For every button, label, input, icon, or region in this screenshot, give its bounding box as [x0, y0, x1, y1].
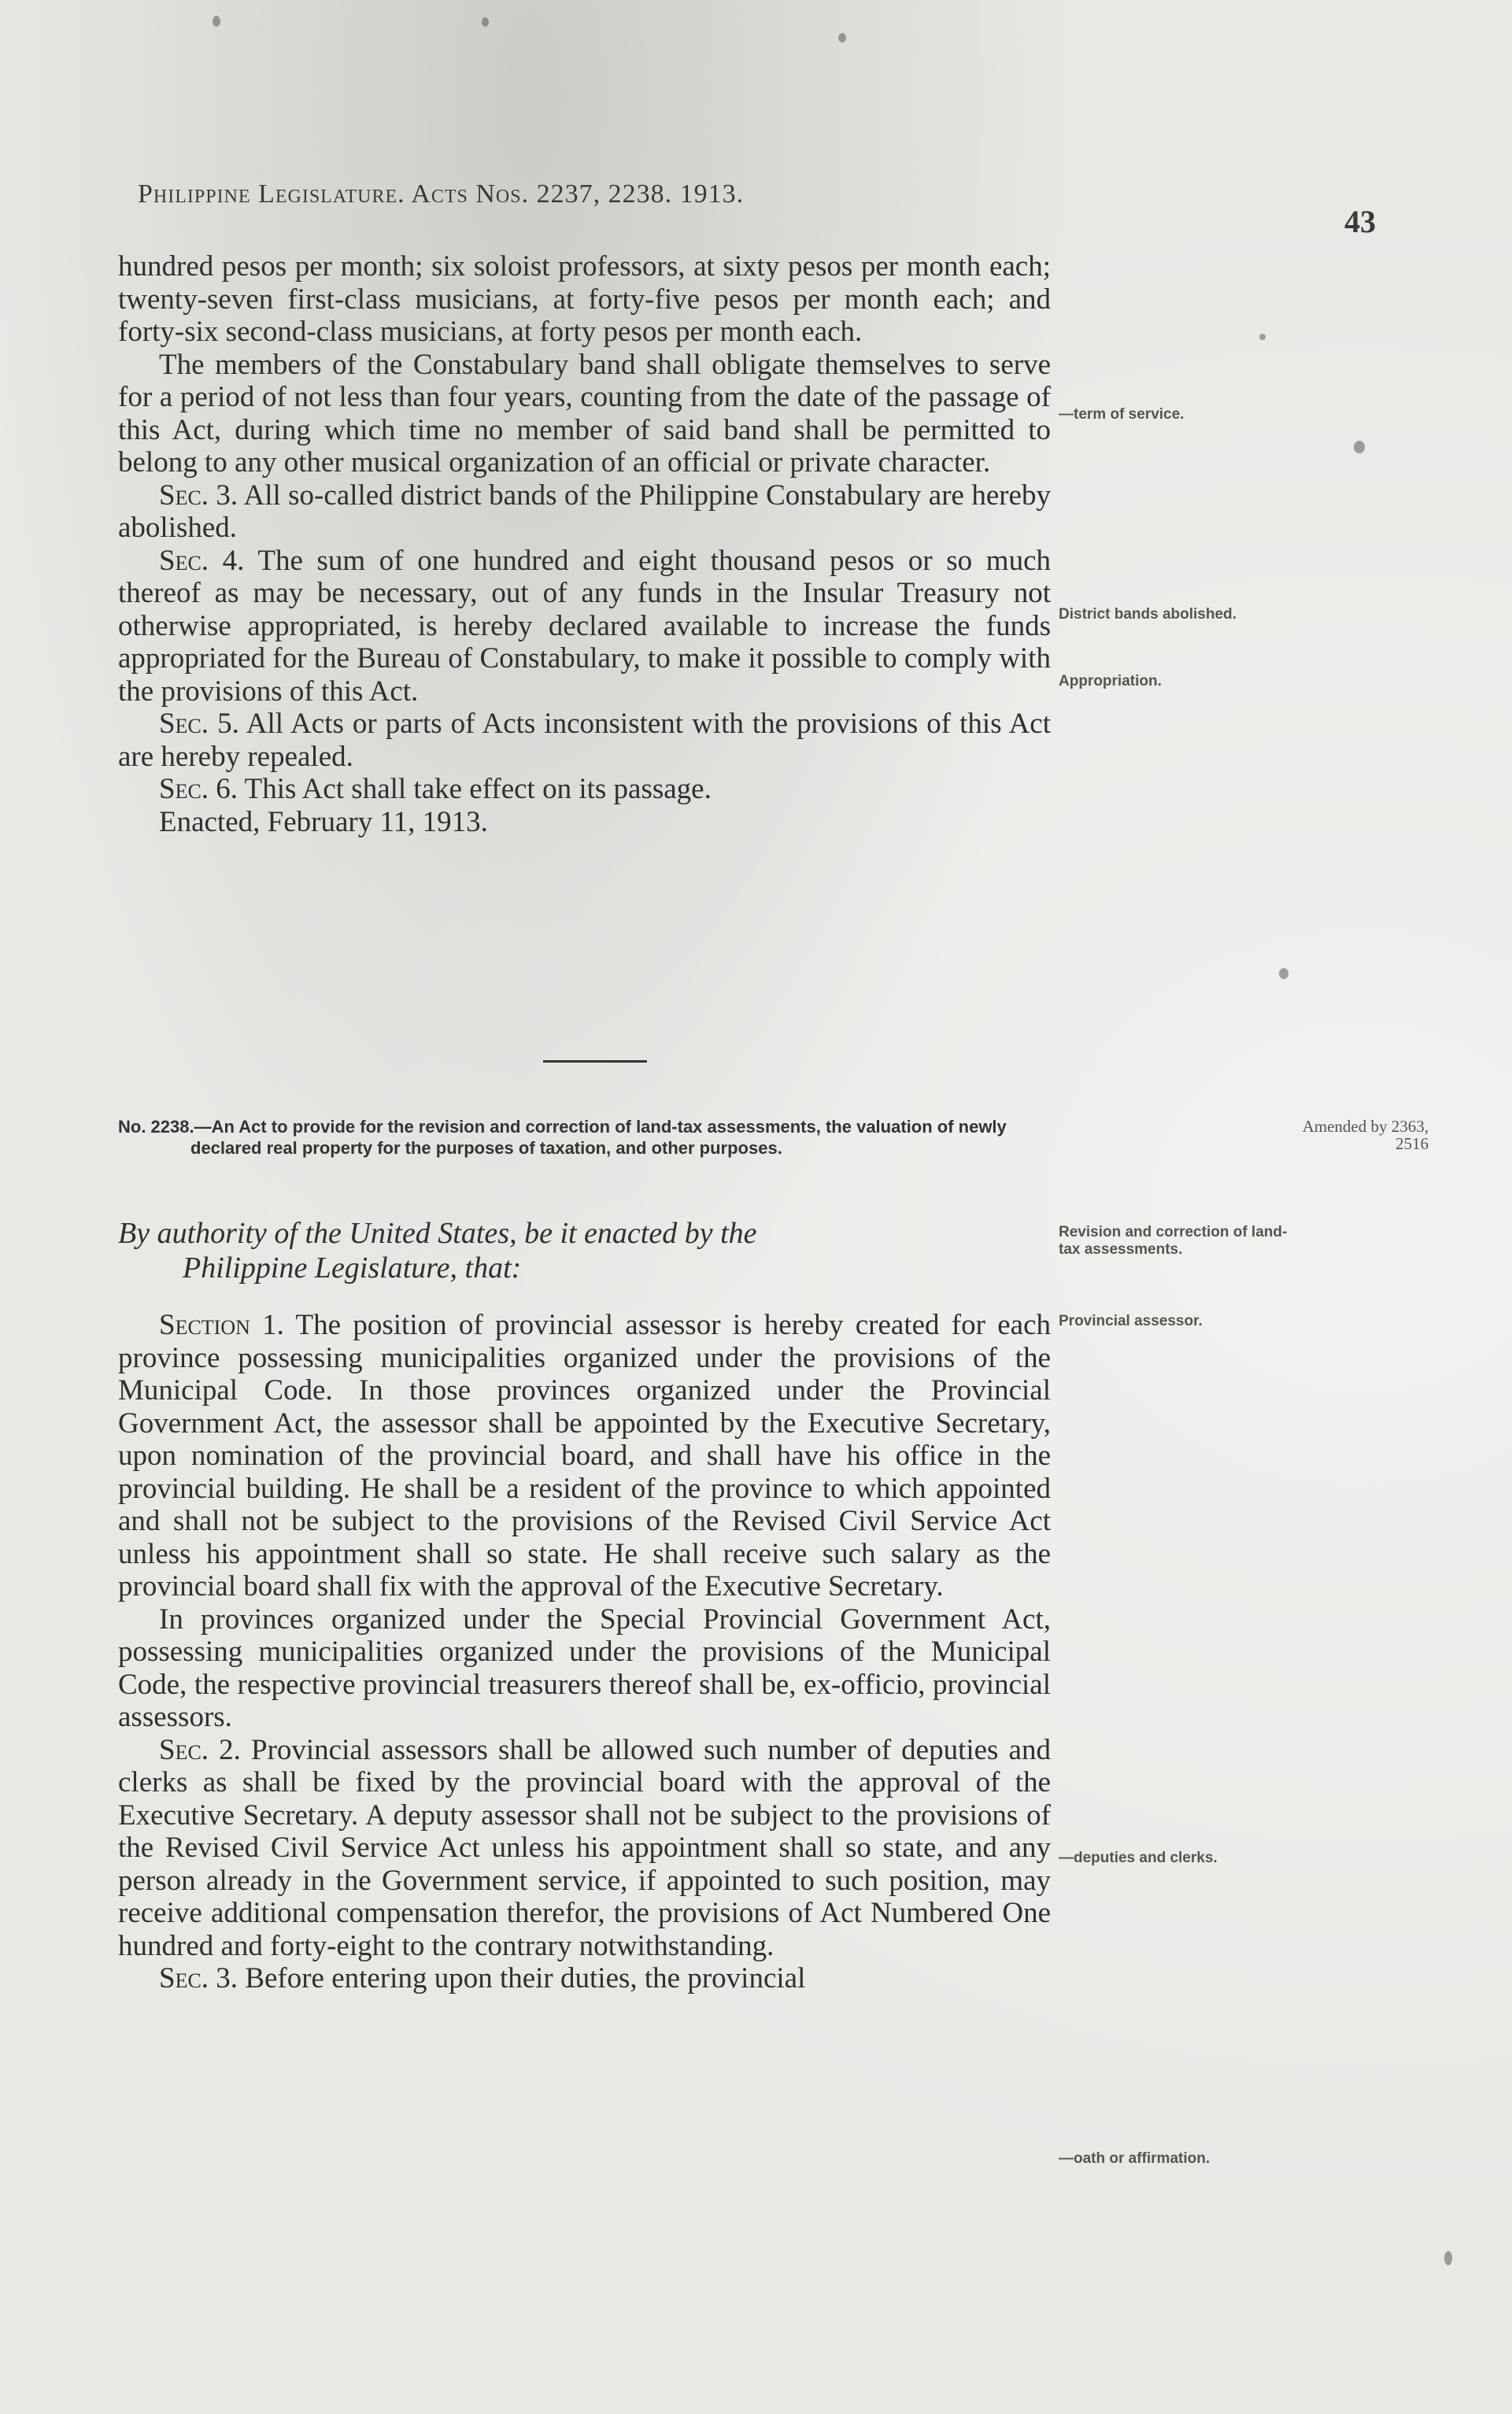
paragraph-band-salaries: hundred pesos per month; six soloist professors, at sixty pesos per month each; twenty-seven first-class musicians, at forty-five pesos per month each; and forty-six second-class musicians, at forty pesos per month each.: [118, 250, 1051, 348]
section-2-deputies: [118, 1734, 1051, 1963]
margin-note-deputies: —deputies and clerks.: [1059, 1850, 1218, 1866]
page-number: 43: [1344, 204, 1376, 239]
section-1-provincial-assessor: [118, 1309, 1051, 1603]
section-divider: [543, 1060, 647, 1063]
enacting-clause: [118, 1216, 1051, 1285]
section-1-paragraph-2: In provinces organized under the Special Provincial Government Act, possessing municipalities organized under the provisions of the Municipal Code, the respective provincial treasurers thereof shall be, ex-officio, provincial assessors.: [118, 1603, 1051, 1733]
section-text: Provincial assessors shall be allowed such number of deputies and clerks as shall be fixed by the provincial board with the approval of the Executive Secretary. A deputy assessor shall not be subject to the provisions of the Revised Civil Service Act unless his appointment shall so state, and any person already in the Government service, if appointed to such position, may receive additional compensation therefor, the provisions of Act Numbered One hundred and forty-eight to the contrary notwithstanding.: [118, 1733, 1051, 1962]
section-label: Sec. 3.: [159, 1962, 238, 1994]
margin-note-oath: —oath or affirmation.: [1059, 2150, 1211, 2167]
section-label: Section 1.: [159, 1309, 284, 1341]
section-label: Sec. 2.: [159, 1733, 241, 1766]
section-text: The sum of one hundred and eight thousand pesos or so much thereof as may be necessary, out of any funds in the Insular Treasury not otherwise appropriated, is hereby declared available to increase the funds appropriated for the Bureau of Constabulary, to make it possible to comply with the provisions of this Act.: [118, 544, 1051, 708]
section-4-appropriation: [118, 545, 1051, 708]
scan-speck: [838, 33, 846, 43]
act-2238-header: [118, 1116, 1051, 1159]
running-head: Philippine Legislature. Acts Nos. 2237, 2238. 1913.: [138, 179, 745, 209]
section-text: All so-called district bands of the Philippine Constabulary are hereby abolished.: [118, 479, 1051, 544]
section-5-repeal: [118, 708, 1051, 773]
enacted-date: Enacted, February 11, 1913.: [159, 805, 488, 838]
enacting-line-2: Philippine Legislature, that:: [183, 1251, 522, 1285]
section-text: This Act shall take effect on its passage.: [238, 773, 712, 805]
scan-speck: [482, 17, 489, 27]
section-3-oath: [118, 1962, 1051, 1995]
margin-note-term-of-service: —term of service.: [1059, 406, 1185, 423]
scan-speck: [213, 16, 220, 27]
section-text: All Acts or parts of Acts inconsistent with the provisions of this Act are hereby repealed.: [118, 708, 1051, 773]
act-2238-title: [118, 1116, 1051, 1159]
margin-note-revision: Revision and correction of land-tax assessments.: [1059, 1224, 1288, 1258]
section-text: Before entering upon their duties, the provincial: [238, 1962, 806, 1994]
margin-note-provincial-assessor: Provincial assessor.: [1059, 1313, 1203, 1329]
act-2238-body: [118, 1309, 1051, 1995]
section-label: Sec. 3.: [159, 479, 238, 512]
section-label: Sec. 6.: [159, 773, 238, 805]
margin-note-amended: Amended by 2363, 2516: [1302, 1117, 1429, 1153]
scan-speck: [1279, 968, 1288, 979]
scan-speck: [1354, 441, 1365, 453]
section-3-district-bands: [118, 479, 1051, 545]
paragraph-term-of-service: The members of the Constabulary band shall obligate themselves to serve for a period of not less than four years, counting from the date of the passage of this Act, during which time no member of said band shall be permitted to belong to any other musical organization of an official or private character.: [118, 348, 1051, 479]
section-label: Sec. 4.: [159, 544, 245, 577]
act-number: No. 2238.: [118, 1117, 194, 1137]
margin-note-district-bands: District bands abolished.: [1059, 606, 1237, 623]
section-label: Sec. 5.: [159, 708, 239, 740]
scan-speck: [1444, 2251, 1452, 2265]
margin-note-appropriation: Appropriation.: [1059, 673, 1162, 689]
act-2237-continuation: [118, 250, 1051, 838]
enacting-line-1: By authority of the United States, be it enacted by the: [118, 1217, 757, 1250]
section-text: The position of provincial assessor is hereby created for each province possessing municipalities organized under the provisions of the Municipal Code. In those provinces organized under the Provincial Government Act, the assessor shall be appointed by the Executive Secretary, upon nomination of the provincial board, and shall have his office in the provincial building. He shall be a resident of the province to which appointed and shall not be subject to the provisions of the Revised Civil Service Act unless his appointment shall so state. He shall receive such salary as the provincial board shall fix with the approval of the Executive Secretary.: [118, 1309, 1051, 1603]
section-6-effect: [118, 773, 1051, 806]
act-description: —An Act to provide for the revision and correction of land-tax assessments, the valuation of newly declared real property for the purposes of taxation, and other purposes.: [190, 1117, 1007, 1158]
scan-speck: [1259, 334, 1266, 340]
